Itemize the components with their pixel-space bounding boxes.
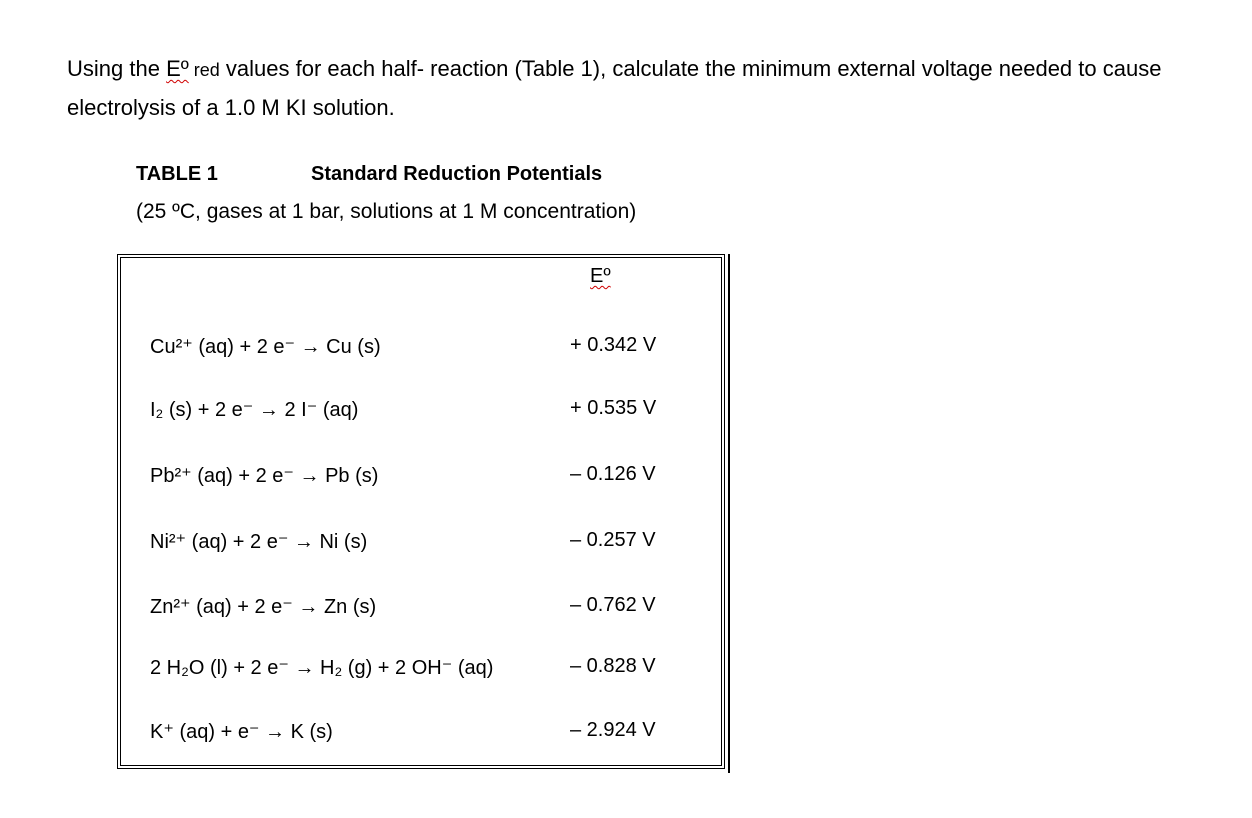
potential-cell: – 0.762 V	[570, 594, 656, 616]
table-row	[150, 594, 710, 624]
table-conditions: (25 ºC, gases at 1 bar, solutions at 1 M concentration)	[136, 200, 637, 223]
potential-cell: + 0.342 V	[570, 334, 657, 356]
reaction-cell: Pb²⁺ (aq) + 2 e⁻ → Pb (s)	[150, 465, 379, 487]
red-subscript: red	[188, 60, 220, 80]
eo-symbol: Eº	[166, 56, 189, 81]
reaction-cell: I₂ (s) + 2 e⁻ → 2 I⁻ (aq)	[150, 399, 359, 421]
reaction-cell: Cu²⁺ (aq) + 2 e⁻ → Cu (s)	[150, 336, 381, 358]
table-row	[150, 655, 710, 685]
potential-cell: – 2.924 V	[570, 719, 656, 741]
reaction-cell: K⁺ (aq) + e⁻ → K (s)	[150, 721, 333, 743]
potential-cell: + 0.535 V	[570, 397, 657, 419]
reaction-cell: Zn²⁺ (aq) + 2 e⁻ → Zn (s)	[150, 596, 377, 618]
table-row	[150, 719, 710, 749]
potential-cell: – 0.257 V	[570, 529, 656, 551]
question-part1: Using the	[67, 56, 167, 81]
reaction-cell: Ni²⁺ (aq) + 2 e⁻ → Ni (s)	[150, 531, 368, 553]
potential-cell: – 0.126 V	[570, 463, 656, 485]
table-header-row	[136, 163, 603, 186]
table-title: Standard Reduction Potentials	[311, 163, 603, 185]
table-row	[150, 529, 710, 559]
reaction-cell: 2 H₂O (l) + 2 e⁻ → H₂ (g) + 2 OH⁻ (aq)	[150, 657, 494, 679]
question-part2: values for each half- reaction (Table 1), calculate the minimum external voltage needed to cause electrolysis of a 1.0 M KI solution.	[67, 56, 1162, 120]
question-text	[67, 50, 1217, 126]
reduction-potentials-table	[117, 254, 725, 769]
table-row	[150, 397, 710, 427]
potential-cell: – 0.828 V	[570, 655, 656, 677]
potential-column-header: Eº	[590, 265, 611, 287]
table-row	[150, 463, 710, 493]
table-row	[150, 334, 710, 364]
table-label: TABLE 1	[136, 163, 218, 185]
